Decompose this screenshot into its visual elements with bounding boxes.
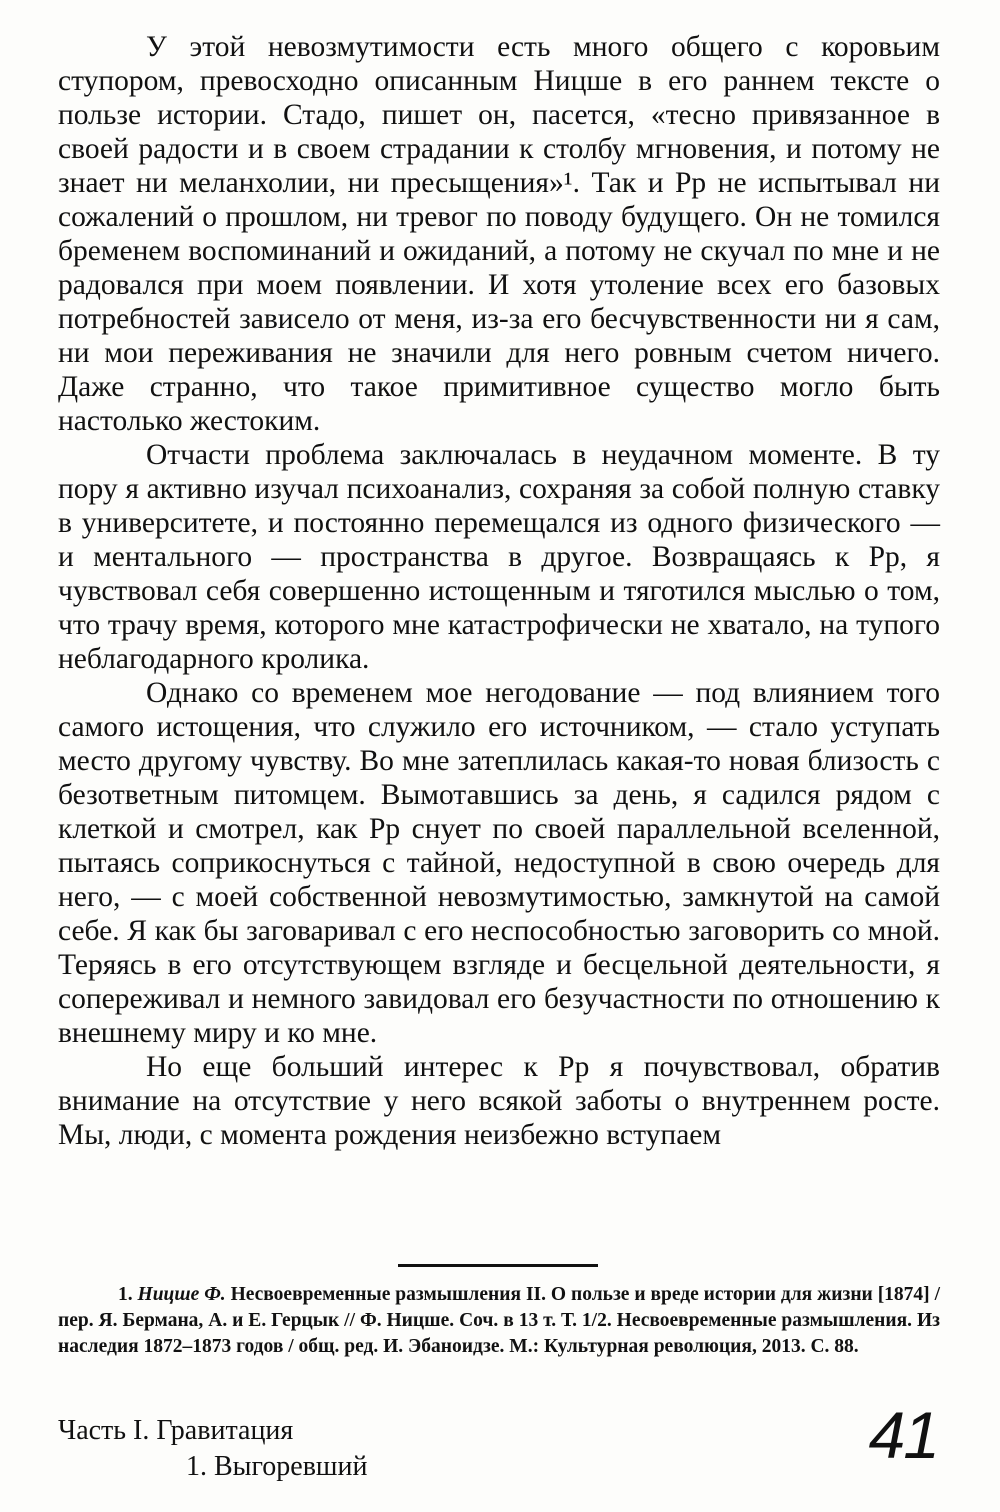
footnote-separator [398,1264,598,1267]
footnote-author: Ницше Ф. [137,1284,226,1305]
running-footer-section: Часть I. Гравитация [58,1415,294,1446]
page-number: 41 [868,1398,938,1472]
main-text [58,30,940,1152]
paragraph-4: Но еще больший интерес к Рр я почувствовал, обратив внимание на отсутствие у него всякой заботы о внутреннем росте. Мы, люди, с момента рождения неизбежно вступаем [58,1051,940,1151]
footnote-number: 1. [118,1284,133,1305]
paragraph-3: Однако со временем мое негодование — под влиянием того самого истощения, что служило его источником, — стало уступать место другому чувству. Во мне затеплилась какая-то новая близость с безответным питомцем. Вымотавшись за день, я садился рядом с клеткой и смотрел, как Рр снует по своей параллельной вселенной, пытаясь соприкоснуться с тайной, недоступной в свою очередь для него, — с моей собственной невозмутимостью, замкнутой на самой себе. Я как бы заговаривал с его неспособностью заговорить со мной. Теряясь в его отсутствующем взгляде и бесцельной деятельности, я сопереживал и немного завидовал его безучастности по отношению к внешнему миру и ко мне. [58,677,940,1049]
footnote [58,1282,940,1360]
paragraph-1: У этой невозмутимости есть много общего с коровьим ступором, превосходно описанным Ницше в его раннем тексте о пользе истории. Стадо, пишет он, пасется, «тесно привязанное в своей радости и в своем страдании к столбу мгновения, и потому не знает ни меланхолии, ни пресыщения»¹. Так и Рр не испытывал ни сожалений о прошлом, ни тревог по поводу будущего. Он не томился бременем воспоминаний и ожиданий, а потому не скучал по мне и не радовался при моем появлении. И хотя утоление всех его базовых потребностей зависело от меня, из-за его бесчувственности ни я сам, ни мои переживания не значили для него ровным счетом ничего. Даже странно, что такое примитивное существо могло быть настолько жестоким. [58,31,940,437]
paragraph-2: Отчасти проблема заключалась в неудачном моменте. В ту пору я активно изучал психоанализ, сохраняя за собой полную ставку в университете, и постоянно перемещался из одного физического — и ментального — пространства в другое. Возвращаясь к Рр, я чувствовал себя совершенно истощенным и тяготился мыслью о том, что трачу время, которого мне катастрофически не хватало, на тупого неблагодарного кролика. [58,439,940,675]
footnote-text: Несвоевременные размышления II. О пользе и вреде истории для жизни [1874] / пер. Я. Бермана, А. и Е. Герцык // Ф. Ницше. Соч. в 13 т. Т. 1/2. Несвоевременные размышления. Из наследия 1872–1873 годов / общ. ред. И. Эбаноидзе. М.: Культурная революция, 2013. С. 88. [58,1284,940,1357]
running-footer-chapter: 1. Выгоревший [186,1451,368,1482]
